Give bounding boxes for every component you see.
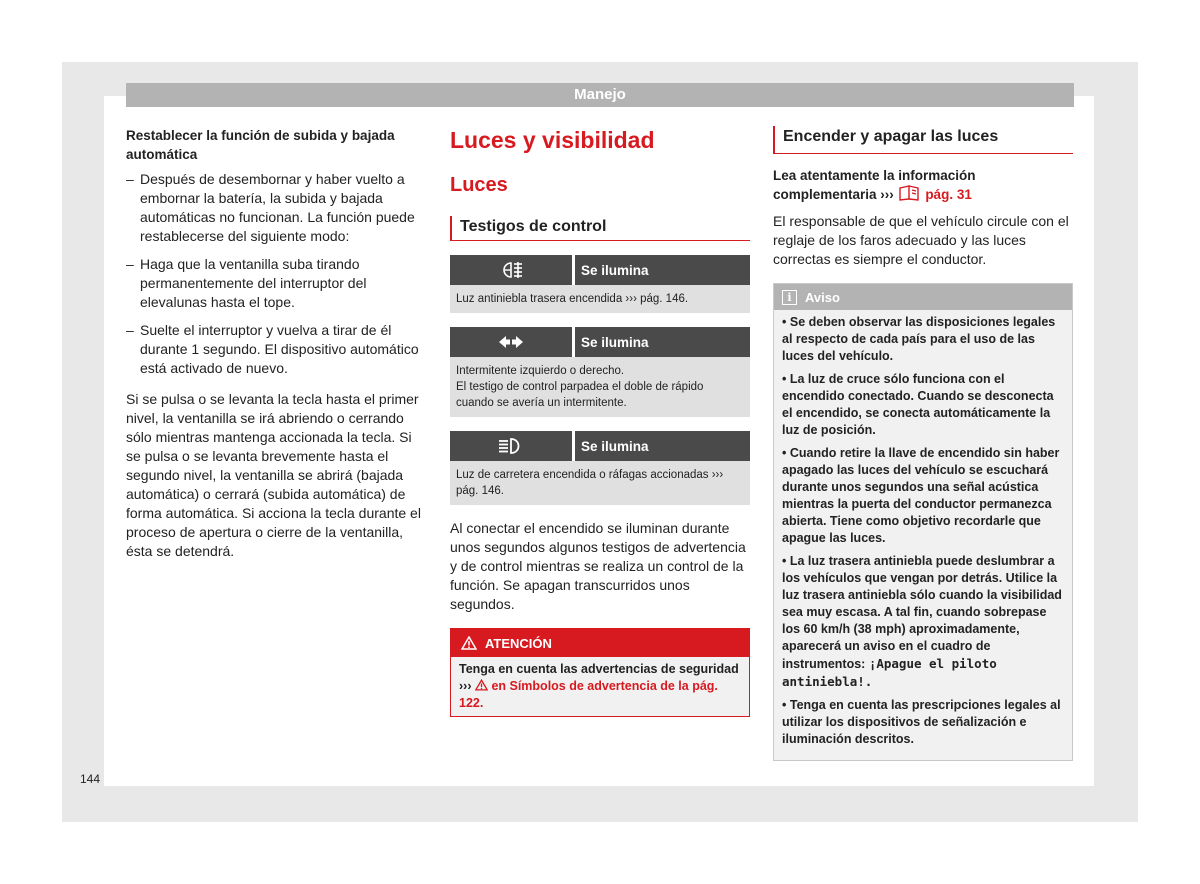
indicator-label: Se ilumina: [575, 431, 750, 461]
warning-title: ATENCIÓN: [485, 635, 552, 651]
list-item-text: La luz trasera antiniebla puede deslumbrar a los vehículos que vengan por detrás. Utilice la luz trasera antiniebla sólo cuando la visibilidad sea muy escasa. A tal fin, cuando sobrepase los 60 km/h (38 mph) aproximadamente, aparecerá un aviso en el cuadro de instrumentos:: [782, 554, 1062, 671]
book-icon: [898, 185, 922, 201]
notice-title: Aviso: [805, 289, 840, 305]
chapter-header: Manejo: [126, 83, 1074, 107]
subsection-heading: Encender y apagar las luces: [773, 126, 1073, 154]
warning-link[interactable]: en Símbolos de advertencia de la pág. 122.: [459, 679, 718, 710]
indicator-label: Se ilumina: [575, 255, 750, 285]
page-link[interactable]: pág. 31: [925, 187, 972, 202]
list-item-text: Tenga en cuenta las prescripciones legales al utilizar los dispositivos de señalización e iluminación descritos.: [782, 698, 1061, 746]
col3-lead: [773, 166, 1073, 204]
col3-paragraph: El responsable de que el vehículo circule con el reglaje de los faros adecuado y las luces correctas es siempre el conductor.: [773, 213, 1069, 267]
indicator-label: Se ilumina: [575, 327, 750, 357]
indicator-text: Luz antiniebla trasera encendida ››› pág. 146.: [456, 293, 689, 305]
rear-fog-light-icon: [450, 255, 572, 285]
warning-text: [451, 657, 749, 716]
lead-text: Lea atentamente la información complementaria ›››: [773, 168, 976, 202]
indicator-table-high-beam: [450, 431, 750, 505]
list-item-text: Cuando retire la llave de encendido sin haber apagado las luces del vehículo se escuchará durante unos segundos una señal acústica mientras la puerta del conductor permanezca abierta. Tiene como objetivo recordarle que apague las luces.: [782, 446, 1060, 545]
column-2: [450, 126, 750, 717]
dash-marker: –: [126, 256, 134, 272]
indicator-table-turn-signal: [450, 327, 750, 417]
dash-marker: –: [126, 322, 134, 338]
warning-triangle-icon: [475, 679, 488, 691]
list-item: • La luz trasera antiniebla puede deslumbrar a los vehículos que vengan por detrás. Utilice la luz trasera antiniebla sólo cuando la visibilidad sea muy escasa. A tal fin, cuando sobrepase los 60 km/h (38 mph) aproximadamente, aparecerá un aviso en el cuadro de instrumentos: ¡Apague el piloto antiniebla!.: [782, 554, 1062, 689]
list-item: • La luz de cruce sólo funciona con el encendido conectado. Cuando se desconecta el encendido, se conecta automáticamente la luz de posición.: [782, 372, 1054, 437]
info-icon: i: [782, 290, 797, 305]
page-number: 144: [80, 772, 101, 786]
list-item: • Se deben observar las disposiciones legales al respecto de cada país para el uso de las luces del vehículo.: [782, 315, 1056, 363]
list-item-text: Haga que la ventanilla suba tirando permanentemente del interruptor del elevalunas hasta el tope.: [140, 256, 367, 310]
indicator-text: Luz de carretera encendida o ráfagas accionadas ››› pág. 146.: [456, 469, 724, 497]
indicator-text: El testigo de control parpadea el doble de rápido cuando se avería un intermitente.: [456, 381, 704, 409]
list-item: [126, 321, 426, 378]
subsection-heading: Testigos de control: [450, 216, 750, 241]
notice-body: [774, 310, 1072, 760]
indicator-description: [450, 357, 750, 417]
section-title: Luces: [450, 174, 508, 196]
turn-signal-icon: [450, 327, 572, 357]
warning-box: [450, 628, 750, 717]
list-item: • Cuando retire la llave de encendido sin haber apagado las luces del vehículo se escuchará durante unos segundos una señal acústica mientras la puerta del conductor permanezca abierta. Tiene como objetivo recordarle que apague las luces.: [782, 446, 1060, 545]
warning-triangle-icon: [461, 636, 477, 650]
list-item: [126, 255, 426, 312]
notice-header: [774, 284, 1072, 310]
warning-text-part: Tenga en cuenta las advertencias de seguridad ›››: [459, 662, 739, 693]
list-item-text: Suelte el interruptor y vuelva a tirar de él durante 1 segundo. El dispositivo automático está activado de nuevo.: [140, 322, 419, 376]
high-beam-icon: [450, 431, 572, 461]
chapter-title: Luces y visibilidad: [450, 127, 655, 153]
indicator-description: [450, 461, 750, 505]
list-item-text: La luz de cruce sólo funciona con el encendido conectado. Cuando se desconecta el encendido, se conecta automáticamente la luz de posición.: [782, 372, 1054, 437]
indicator-table-rear-fog: [450, 255, 750, 313]
col1-subheading: Restablecer la función de subida y bajada automática: [126, 128, 395, 162]
notice-box: [773, 283, 1073, 761]
dash-marker: –: [126, 171, 134, 187]
list-item: [126, 170, 426, 246]
display-message: ¡Apague el piloto antiniebla!.: [782, 656, 997, 689]
indicator-text: Intermitente izquierdo o derecho.: [456, 365, 625, 377]
list-item: • Tenga en cuenta las prescripciones legales al utilizar los dispositivos de señalización e iluminación descritos.: [782, 698, 1061, 746]
list-item-text: Se deben observar las disposiciones legales al respecto de cada país para el uso de las luces del vehículo.: [782, 315, 1056, 363]
col1-bullet-list: [126, 170, 426, 378]
column-3: [773, 126, 1073, 761]
indicator-description: [450, 285, 750, 313]
col2-paragraph: Al conectar el encendido se iluminan durante unos segundos algunos testigos de advertencia y de control mientras se realiza un control de la función. Se apagan transcurridos unos segundos.: [450, 520, 746, 612]
col1-paragraph: Si se pulsa o se levanta la tecla hasta el primer nivel, la ventanilla se irá abriendo o cerrando sólo mientras mantenga accionada la tecla. Si se pulsa o se levanta brevemente hasta el segundo nivel, la ventanilla se abrirá (bajada automática) o cerrará (subida automática) de forma automática. Si acciona la tecla durante el proceso de apertura o cierre de la ventanilla, ésta se detendrá.: [126, 391, 421, 559]
column-1: [126, 126, 426, 561]
list-item-text: Después de desembornar y haber vuelto a embornar la batería, la subida y bajada automáticas no funcionan. La función puede restablecerse del siguiente modo:: [140, 171, 415, 244]
warning-header: [451, 629, 749, 657]
